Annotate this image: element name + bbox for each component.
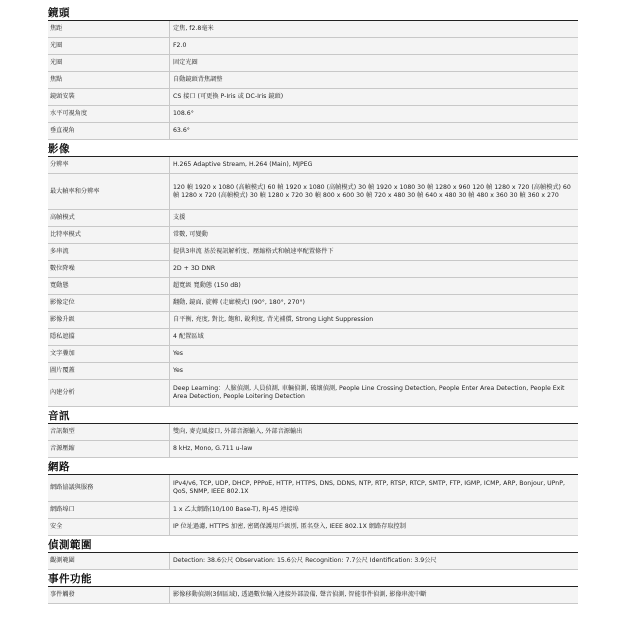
spec-label: 最大幀率和分辨率 [48,174,170,209]
section-table-detection-range [48,552,578,570]
spec-value: 1 x 乙太網路(10/100 Base-T), RJ-45 連接埠 [173,506,299,513]
spec-value: 自動鏡頭背焦調整 [173,76,223,83]
spec-label: 數位降噪 [48,261,170,277]
spec-label: 水平可視角度 [48,106,170,122]
spec-row [48,174,578,210]
spec-label: 光圈 [48,38,170,54]
spec-label: 內建分析 [48,380,170,406]
spec-value: 2D + 3D DNR [173,265,216,272]
spec-label: 高幀模式 [48,210,170,226]
spec-row [48,380,578,407]
spec-value: CS 接口 (可更換 P-Iris 或 DC-Iris 鏡頭) [173,93,284,100]
spec-value: Deep Learning：人臉偵測, 人員偵測, 車輛偵測, 破壞偵測, People Line Crossing Detection, People Enter Area Detection, People Exit Area Detection, People Loitering Detection [173,385,565,400]
spec-row [48,227,578,244]
spec-row [48,55,578,72]
spec-value: H.265 Adaptive Stream, H.264 (Main), MJPEG [173,161,313,168]
spec-row [48,502,578,519]
spec-label: 寬動態 [48,278,170,294]
spec-row [48,123,578,140]
spec-label: 安全 [48,519,170,535]
spec-label: 鏡頭安裝 [48,89,170,105]
spec-value: 63.6° [173,127,190,134]
spec-row [48,89,578,106]
spec-row [48,424,578,441]
spec-value: F2.0 [173,42,187,49]
spec-value: 8 kHz, Mono, G.711 u-law [173,445,253,452]
spec-row [48,475,578,502]
spec-row [48,157,578,174]
spec-row [48,244,578,261]
spec-row [48,38,578,55]
spec-value: Yes [173,350,183,357]
spec-value: 自平衡, 亮度, 對比, 飽和, 銳利度, 背光補償, Strong Light Suppression [173,316,374,323]
section-table-lens [48,20,578,140]
spec-row [48,312,578,329]
spec-label: 光圈 [48,55,170,71]
spec-value: 固定光圈 [173,59,198,66]
spec-row [48,329,578,346]
spec-row [48,278,578,295]
spec-label: 觀測範圍 [48,553,170,569]
spec-value: IPv4/v6, TCP, UDP, DHCP, PPPoE, HTTP, HTTPS, DNS, DDNS, NTP, RTP, RTSP, RTCP, SMTP, FTP, IGMP, ICMP, ARP, Bonjour, UPnP, QoS, SNMP, IEEE 802.1X [173,480,565,495]
spec-value: 120 幀 1920 x 1080 (高幀模式) 60 幀 1920 x 1080 (高幀模式) 30 幀 1920 x 1080 30 幀 1280 x 960 120 幀 1280 x 720 (高幀模式) 60 幀 1280 x 720 (高幀模式) 30 幀 1280 x 720 30 幀 800 x 600 30 幀 720 x 480 30 幀 640 x 480 30 幀 480 x 360 30 幀 360 x 270 [173,183,571,199]
spec-row [48,295,578,312]
spec-label: 比特率模式 [48,227,170,243]
spec-label: 隱私遮擋 [48,329,170,345]
spec-label: 影像升級 [48,312,170,328]
spec-label: 圖片覆蓋 [48,363,170,379]
spec-value: 4 配置區域 [173,333,204,340]
spec-row [48,587,578,604]
section-table-network [48,474,578,536]
spec-label: 垂直視角 [48,123,170,139]
spec-row [48,519,578,536]
spec-label: 事件觸發 [48,587,170,603]
section-table-events [48,586,578,604]
spec-row [48,106,578,123]
spec-label: 影像定位 [48,295,170,311]
spec-value: 雙向, 麥克風接口, 外部音源輸入, 外部音源輸出 [173,428,303,435]
spec-row [48,346,578,363]
spec-sheet [48,4,578,604]
spec-row [48,72,578,89]
spec-row [48,441,578,458]
spec-value: 超寬級 寬動態 (150 dB) [173,282,241,289]
spec-label: 文字疊加 [48,346,170,362]
section-title-events: 事件功能 [48,573,92,585]
spec-label: 網路協議與服務 [48,475,170,501]
spec-value: 108.6° [173,110,194,117]
spec-label: 網路埠口 [48,502,170,518]
section-title-image: 影像 [48,143,70,155]
spec-row [48,261,578,278]
spec-value: 定焦, f2.8毫米 [173,25,214,32]
spec-row [48,210,578,227]
section-title-network: 網路 [48,461,70,473]
spec-value: 常數, 可變動 [173,231,208,238]
spec-value: 提供3串流 基於視訊解析度、壓縮格式和幀速率配置條件下 [173,248,334,255]
spec-label: 多串流 [48,244,170,260]
spec-value: 影像移動偵測(3個區域), 透過數位輸入連接外部設備, 聲音偵測, 智能事件偵測, 影像串流中斷 [173,591,427,598]
spec-label: 音源壓縮 [48,441,170,457]
section-title-detection-range: 偵測範圍 [48,539,92,551]
spec-label: 焦距 [48,21,170,37]
section-table-image [48,156,578,407]
section-table-audio [48,423,578,458]
spec-label: 音訊類型 [48,424,170,440]
spec-label: 分辨率 [48,157,170,173]
section-title-lens: 鏡頭 [48,7,70,19]
spec-value: IP 位址過濾, HTTPS 加密, 密碼保護用戶級別, 匿名登入, IEEE 802.1X 網路存取控制 [173,523,406,530]
spec-row [48,553,578,570]
spec-value: 支援 [173,214,186,221]
section-title-audio: 音訊 [48,410,70,422]
spec-label: 焦點 [48,72,170,88]
spec-row [48,21,578,38]
spec-value: Detection: 38.6公尺 Observation: 15.6公尺 Recognition: 7.7公尺 Identification: 3.9公尺 [173,557,437,564]
spec-value: Yes [173,367,183,374]
spec-value: 翻動, 鏡面, 旋轉 (走廊模式) (90°, 180°, 270°) [173,299,305,306]
spec-row [48,363,578,380]
